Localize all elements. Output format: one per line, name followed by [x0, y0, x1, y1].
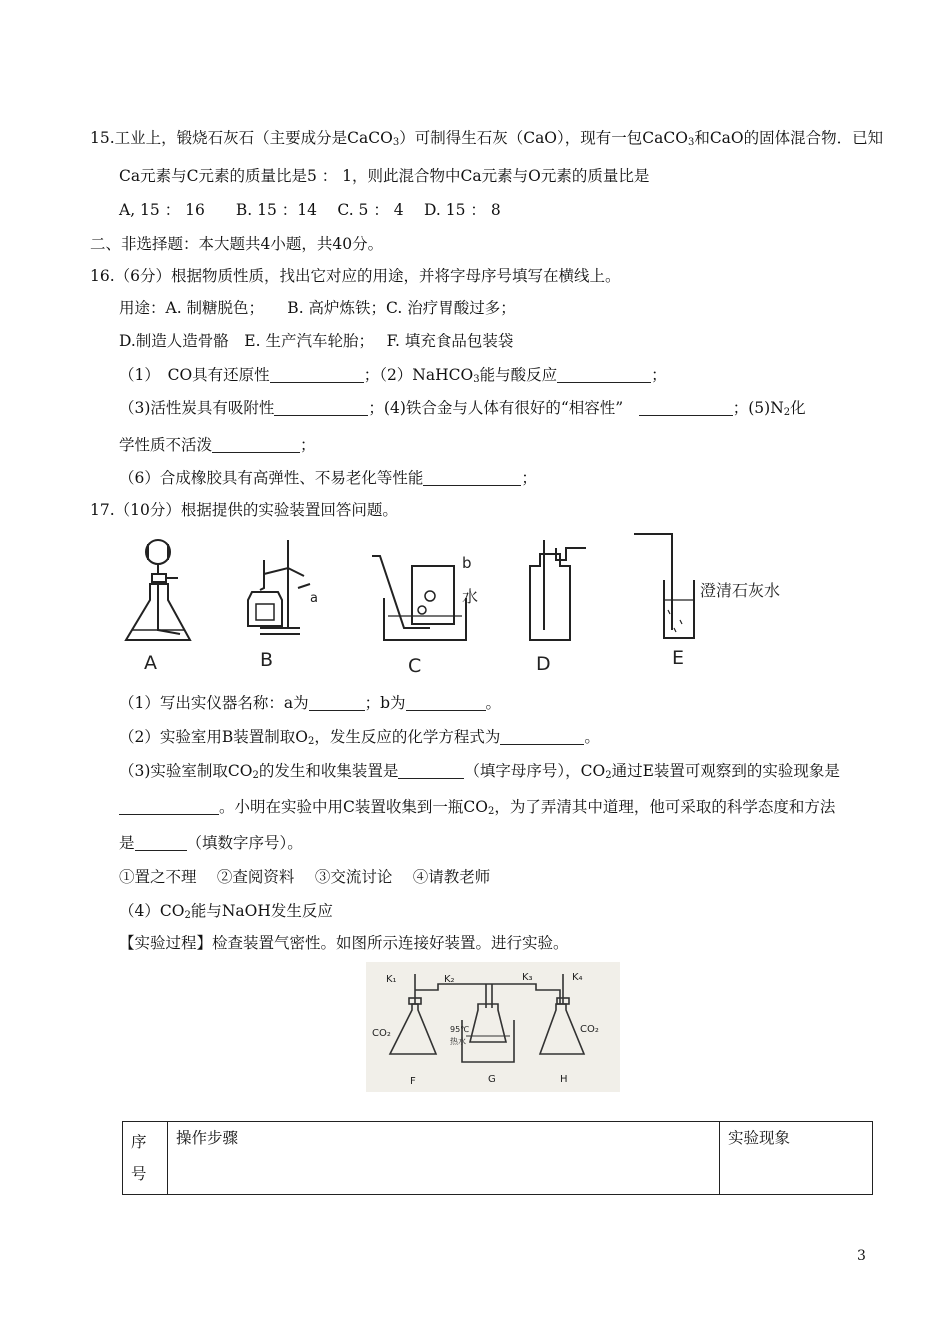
q16-part6: （6）合成橡胶具有高弹性、不易老化等性能 ；: [119, 469, 537, 487]
q15-line2: Ca元素与C元素的质量比是5 ： 1，则此混合物中Ca元素与O元素的质量比是: [119, 167, 650, 185]
label-F: F: [410, 1076, 416, 1087]
q17-choices: ①置之不理 ②查阅资料 ③交流讨论 ④请教老师: [119, 868, 491, 886]
answer-blank[interactable]: [557, 366, 651, 383]
answer-blank[interactable]: [212, 436, 300, 453]
page-number: 3: [857, 1248, 866, 1264]
apparatus-c: [372, 556, 466, 640]
q16-uses-line2: D.制造人造骨骼 E. 生产汽车轮胎； F. 填充食品包装袋: [119, 332, 514, 350]
apparatus-d: [530, 540, 586, 640]
label-C: C: [408, 655, 422, 677]
label-co2-left: CO₂: [372, 1028, 391, 1039]
label-b: b: [462, 554, 472, 572]
q16-parts-1-2: （1） CO具有还原性 ；（2）NaHCO$_3$能与酸反应 ；: [119, 366, 667, 385]
q16-parts-3-5: （3)活性炭具有吸附性 ；(4)铁合金与人体有很好的“相容性” ；$(5)N_2$化: [119, 399, 806, 418]
answer-blank[interactable]: [135, 834, 187, 851]
label-A: A: [144, 652, 157, 674]
q17-part3-line3: 是 （填数字序号）。: [119, 834, 303, 852]
answer-blank[interactable]: [309, 694, 365, 711]
answer-blank[interactable]: [423, 469, 521, 486]
label-H: H: [560, 1074, 568, 1085]
label-water: 水: [462, 587, 479, 606]
answer-blank[interactable]: [119, 798, 219, 815]
answer-blank[interactable]: [274, 399, 368, 416]
col-header-phenomena: 实验现象: [720, 1122, 873, 1195]
answer-blank[interactable]: [270, 366, 364, 383]
label-hotwater: 热水: [450, 1037, 466, 1046]
answer-blank[interactable]: [639, 399, 733, 416]
col-header-number: 序号: [123, 1122, 168, 1195]
label-B: B: [260, 649, 274, 671]
label-G: G: [488, 1074, 496, 1085]
label-limewater: 澄清石灰水: [700, 581, 781, 600]
label-temp: 95℃: [450, 1025, 470, 1034]
apparatus-figure: [118, 530, 838, 678]
label-k3: K₃: [522, 972, 533, 983]
q17-part3-line2: 。小明在实验中用C装置收集到一瓶$CO_2$，为了弄清其中道理，他可采取的科学态度和方法: [119, 796, 835, 823]
table-header-row: [123, 1122, 873, 1195]
label-a: a: [310, 591, 318, 606]
col-header-steps: 操作步骤: [168, 1122, 720, 1195]
label-D: D: [536, 653, 551, 675]
section2-title: 二、非选择题：本大题共4小题，共40分。: [90, 235, 384, 253]
q15-stem: 15.工业上，锻烧石灰石（主要成分是CaCO$_3$）可制得生石灰（CaO），现有一包CaCO$_3$和CaO的固体混合物．已知: [90, 129, 884, 148]
q15-options: A, 15 ： 16 B. 15 ：14 C. 5 ： 4 D. 15 ： 8: [119, 201, 501, 219]
label-k4: K₄: [572, 972, 583, 983]
answer-blank[interactable]: [406, 694, 486, 711]
q17-stem: 17.（10分）根据提供的实验装置回答问题。: [90, 501, 398, 519]
answer-blank[interactable]: [500, 728, 584, 745]
q17-part1: （1）写出实仪器名称：a为 ；b为 。: [119, 694, 502, 712]
label-k1: K₁: [386, 974, 397, 985]
fgh-figure: [366, 962, 620, 1092]
q16-uses-line1: 用途：A. 制糖脱色； B. 高炉炼铁；C. 治疗胃酸过多；: [119, 299, 516, 317]
procedure-table: [122, 1121, 873, 1195]
apparatus-e: [634, 534, 694, 638]
label-co2-right: CO₂: [580, 1024, 599, 1035]
answer-blank[interactable]: [398, 762, 464, 779]
label-E: E: [672, 647, 685, 669]
q17-part2: （2）实验室用B装置制取$O_2$，发生反应的化学方程式为 。: [119, 728, 600, 747]
q16-stem: 16.（6分）根据物质性质，找出它对应的用途，并将字母序号填写在横线上。: [90, 267, 621, 285]
apparatus-b: [248, 540, 310, 634]
q17-process: 【实验过程】检查装置气密性。如图所示连接好装置。进行实验。: [119, 934, 569, 952]
apparatus-a: [126, 540, 190, 640]
q17-part3: （3)实验室制取$CO_2$的发生和收集装置是 （填字母序号），$CO_2$通过E装置可观察到的实验现象是: [119, 762, 840, 781]
label-k2: K₂: [444, 974, 455, 985]
q17-part4: $(4)CO_2$能与NaOH发生反应: [119, 902, 333, 921]
q16-part5-cont: 学性质不活泼 ；: [119, 436, 316, 454]
